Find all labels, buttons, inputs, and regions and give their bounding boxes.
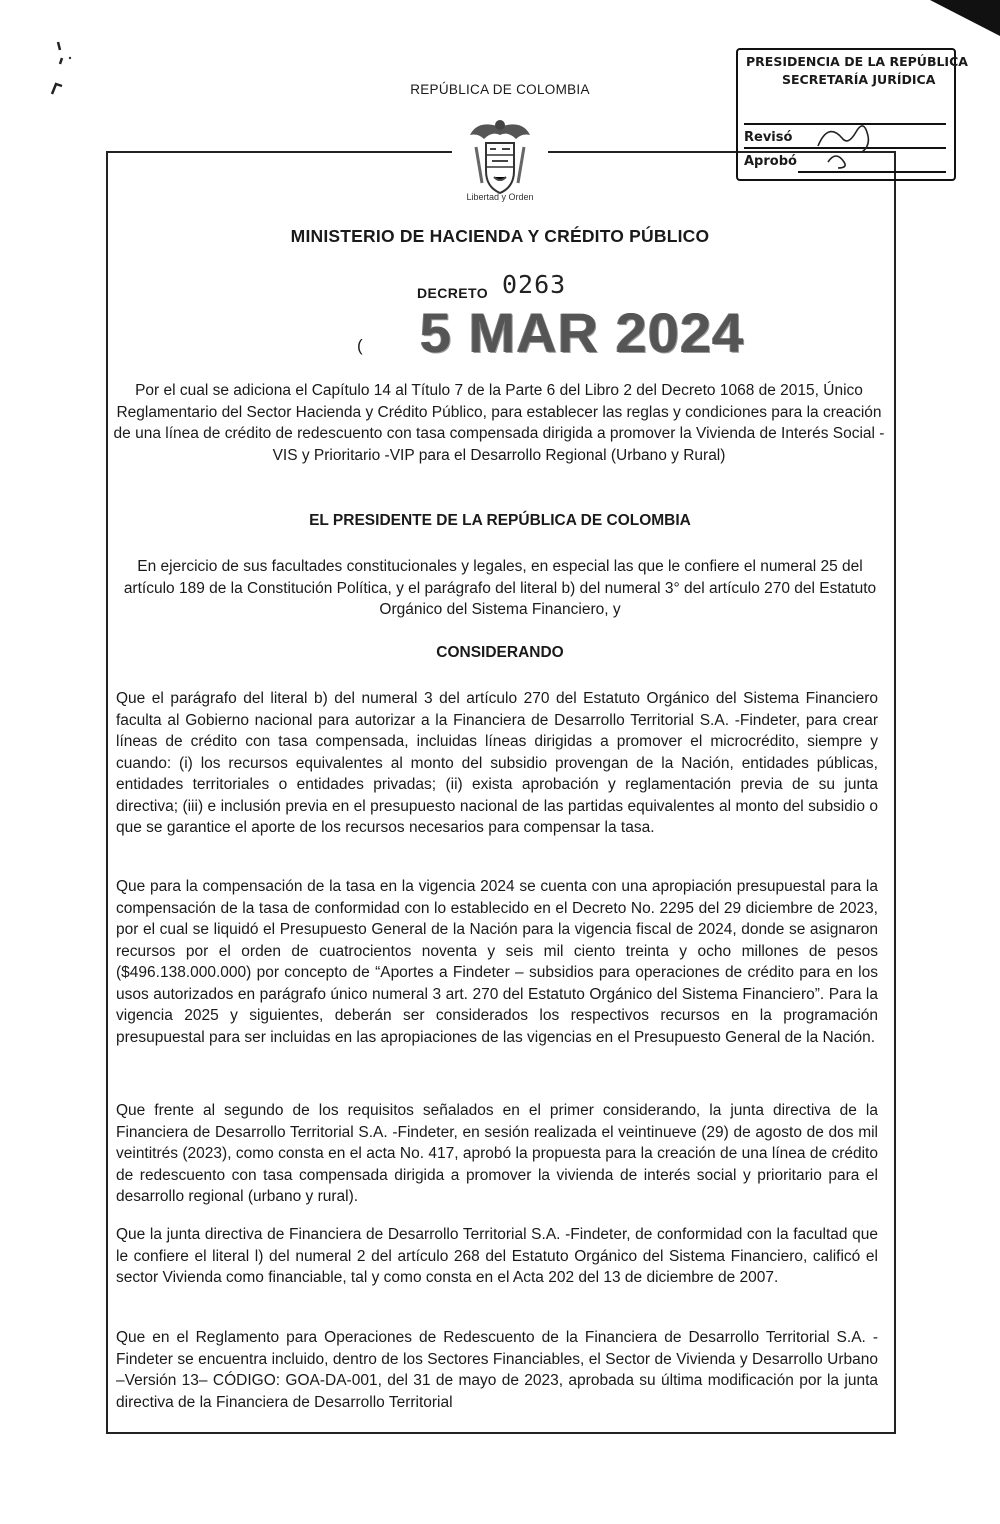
stamp-line-presidencia: PRESIDENCIA DE LA REPÚBLICA xyxy=(746,54,968,69)
stamp-reviso-label: Revisó xyxy=(744,130,793,145)
president-heading: EL PRESIDENTE DE LA REPÚBLICA DE COLOMBIA xyxy=(309,512,691,529)
decree-label: DECRETO xyxy=(417,285,488,301)
handwritten-signature xyxy=(808,112,888,172)
motto: Libertad y Orden xyxy=(466,192,534,202)
decree-title: Por el cual se adiciona el Capítulo 14 al Título 7 de la Parte 6 del Libro 2 del Decreto 1068 de 2015, Único Reglamentario del Sector Hacienda y Crédito Público, para establecer las reglas y condiciones para la creación de una línea de crédito de redescuento con tasa compensada dirigida a promover la Vivienda de Interés Social -VIS y Prioritario -VIP para el Desarrollo Regional (Urbano y Rural) xyxy=(113,382,885,464)
decree-number: 0263 xyxy=(502,270,567,299)
authority-clause: En ejercicio de sus facultades constitucionales y legales, en especial las que le confiere el numeral 25 del artículo 189 de la Constitución Política, y el parágrafo del literal b) del numeral 3° del artículo 270 del Estatuto Orgánico del Sistema Financiero, y xyxy=(123,558,877,618)
considerando-paragraph: Que para la compensación de la tasa en la vigencia 2024 se cuenta con una apropiación presupuestal para la compensación de la tasa de conformidad con lo establecido en el Decreto No. 2295 del 29 diciembre de 2023, por el cual se liquidó el Presupuesto General de la Nación para la vigencia fiscal de 2024, donde se asignaron recursos por el orden de cuatrocientos noventa y seis mil ciento treinta y ocho millones de pesos ($496.138.000.000) por concepto de “Aportes a Findeter – subsidios para operaciones de crédito para en los usos autorizados en parágrafo único numeral 3 art. 270 del Estatuto Orgánico del Sistema Financiero”. Para la vigencia 2025 y siguientes, deberán ser considerados los respectivos recursos en la programación presupuestal para ser incluidas en las apropiaciones de las vigencias en el Presupuesto General de la Nación. xyxy=(116,878,878,1046)
country-heading: REPÚBLICA DE COLOMBIA xyxy=(410,82,590,97)
open-parenthesis: ( xyxy=(357,336,363,355)
stamp-aprobo-label: Aprobó xyxy=(744,154,797,169)
scan-corner-mark xyxy=(920,0,1000,40)
ministry-heading: MINISTERIO DE HACIENDA Y CRÉDITO PÚBLICO xyxy=(290,226,710,246)
considerando-heading: CONSIDERANDO xyxy=(436,644,564,661)
considerando-paragraph: Que el parágrafo del literal b) del numeral 3 del artículo 270 del Estatuto Orgánico del Sistema Financiero faculta al Gobierno nacional para autorizar a la Financiera de Desarrollo Territorial S.A. -Findeter, para crear líneas de crédito con tasa compensada, incluidas líneas dirigidas a promover el microcrédito, siempre y cuando: (i) los recursos equivalentes al monto del subsidio provengan de la Nación, entidades públicas, entidades territoriales o entidades privadas; (ii) exista aprobación y reglamentación previa de su junta directiva; (iii) e inclusión previa en el presupuesto nacional de las partidas equivalentes al monto del subsidio o que se garantice el aporte de los recursos necesarios para compensar la tasa. xyxy=(116,690,878,836)
date-stamp: 5 MAR 2024 xyxy=(420,301,745,364)
scan-marks xyxy=(40,36,110,116)
legal-review-stamp xyxy=(736,48,968,181)
considerando-paragraph: Que la junta directiva de Financiera de Desarrollo Territorial S.A. -Findeter, de conformidad con la facultad que le confiere el literal l) del numeral 2 del artículo 268 del Estatuto Orgánico del Sistema Financiero, calificó el sector Vivienda como financiable, tal y como consta en el Acta 202 del 13 de diciembre de 2007. xyxy=(116,1226,878,1286)
stamp-line-secretaria: SECRETARÍA JURÍDICA xyxy=(782,72,936,87)
considerando-paragraph: Que frente al segundo de los requisitos señalados en el primer considerando, la junta directiva de la Financiera de Desarrollo Territorial S.A. -Findeter, en sesión realizada el veintinueve (29) de agosto de dos mil veintitrés (2023), como consta en el acta No. 417, aprobó la propuesta para la creación de una línea de crédito de redescuento con tasa compensada dirigida a promover la vivienda de interés social y prioritario para el desarrollo regional (urbano y rural). xyxy=(116,1102,878,1205)
considerando-paragraph: Que en el Reglamento para Operaciones de Redescuento de la Financiera de Desarrollo Territorial S.A. -Findeter se encuentra incluido, dentro de los Sectores Financiables, el Sector de Vivienda y Desarrollo Urbano –Versión 13– CÓDIGO: GOA-DA-001, del 31 de mayo de 2023, aprobada su última modificación por la junta directiva de la Financiera de Desarrollo Territorial xyxy=(116,1329,878,1411)
